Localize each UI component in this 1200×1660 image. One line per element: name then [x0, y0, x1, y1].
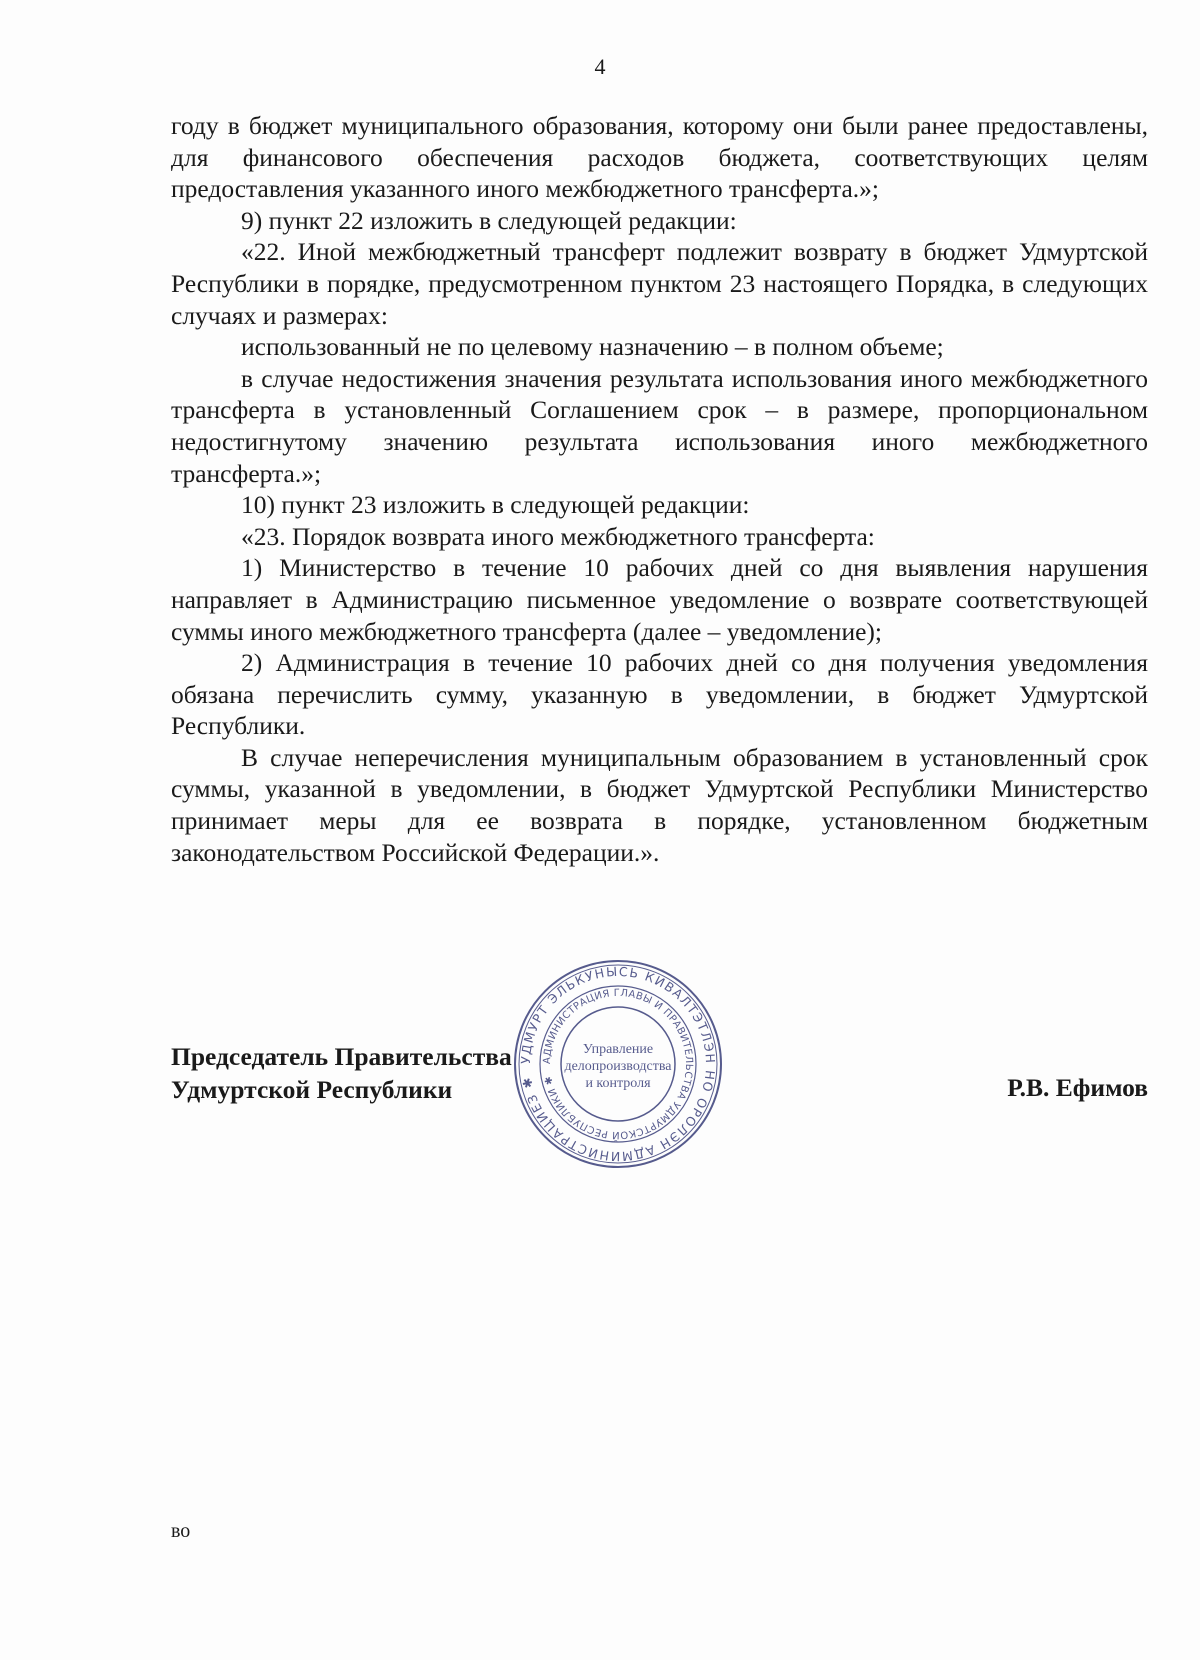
official-seal-stamp	[512, 958, 724, 1170]
paragraph: 2) Администрация в течение 10 рабочих дней со дня получения уведомления обязана перечислить сумму, указанную в уведомлении, в бюджет Удмуртской Республики.	[171, 648, 1148, 741]
paragraph: «23. Порядок возврата иного межбюджетного трансферта:	[241, 521, 875, 551]
seal-center-line: Управление	[582, 1042, 654, 1057]
paragraph: 1) Министерство в течение 10 рабочих дней со дня выявления нарушения направляет в Администрацию письменное уведомление о возврате соответствующей суммы иного межбюджетного трансферта (далее – уведомление);	[171, 553, 1148, 646]
paragraph: «22. Иной межбюджетный трансферт подлежит возврату в бюджет Удмуртской Республики в порядке, предусмотренном пунктом 23 настоящего Порядка, в следующих случаях и размерах:	[171, 237, 1148, 330]
paragraph: В случае неперечисления муниципальным образованием в установленный срок суммы, указанной в уведомлении, в бюджет Удмуртской Республики Министерство принимает меры для ее возврата в порядке, установленном бюджетным законодательством Российской Федерации.».	[171, 742, 1148, 867]
signatory-title-line: Председатель Правительства	[171, 1042, 512, 1071]
signatory-name: Р.В. Ефимов	[1007, 1073, 1148, 1102]
document-body	[171, 110, 1148, 868]
paragraph: использованный не по целевому назначению – в полном объеме;	[241, 332, 944, 362]
signatory-title-line: Удмуртской Республики	[171, 1075, 453, 1104]
paragraph: 9) пункт 22 изложить в следующей редакции:	[241, 205, 737, 235]
seal-center-line: делопроизводства	[564, 1059, 672, 1074]
signatory-title	[171, 1040, 512, 1106]
paragraph: году в бюджет муниципального образования, которому они были ранее предоставлены, для финансового обеспечения расходов бюджета, соответствующих целям предоставления указанного иного межбюджетного трансферта.»;	[171, 111, 1148, 204]
seal-inner-ring-text: АДМИНИСТРАЦИЯ ГЛАВЫ И ПРАВИТЕЛЬСТВА УДМУРТСКОЙ РЕСПУБЛИКИ ✱	[541, 987, 695, 1141]
page-number: 4	[594, 54, 606, 79]
paragraph: 10) пункт 23 изложить в следующей редакции:	[241, 490, 750, 520]
seal-outer-ring-text: УДМУРТ ЭЛЬКУНЫСЬ КИВАЛТЭТЛЭН НО ОРОЛЭН АДМИНИСТРАЦИЕЗ ✱	[517, 963, 719, 1165]
footer-mark: во	[171, 1520, 191, 1542]
paragraph: в случае недостижения значения результата использования иного межбюджетного трансферта в установленный Соглашением срок – в размере, пропорциональном недостигнутому значению результата использования иного межбюджетного трансферта.»;	[171, 363, 1148, 488]
seal-center-line: и контроля	[585, 1076, 651, 1091]
